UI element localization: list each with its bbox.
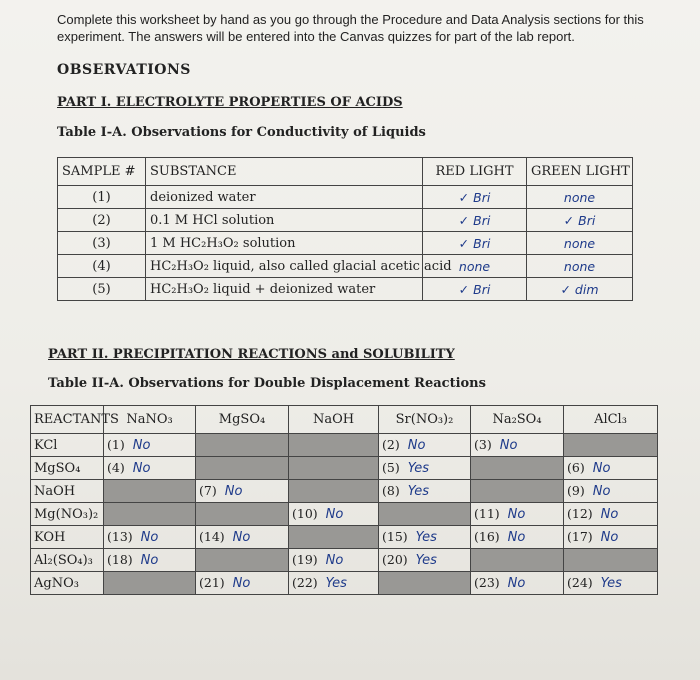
reaction-number: (10) [292, 506, 318, 521]
reaction-number: (3) [474, 437, 492, 452]
sample-number: (3) [58, 232, 146, 255]
reaction-cell [104, 434, 196, 457]
precipitate-answer: Yes [415, 553, 437, 568]
precipitate-answer: No [592, 484, 611, 499]
reaction-cell [289, 549, 379, 572]
row-reactant-label: NaOH [31, 480, 104, 503]
green-light-observation: ✓ Bri [527, 209, 633, 232]
shaded-cell [471, 549, 564, 572]
precipitate-answer: No [232, 576, 251, 591]
row-reactant-label: Al₂(SO₄)₃ [31, 549, 104, 572]
green-light-observation: ✓ dim [527, 278, 633, 301]
reaction-number: (20) [382, 552, 408, 567]
reaction-number: (13) [107, 529, 133, 544]
reaction-number: (17) [567, 529, 593, 544]
precipitate-answer: Yes [407, 461, 430, 476]
precipitate-answer: No [140, 553, 159, 568]
reaction-cell [289, 572, 379, 595]
reaction-number: (18) [107, 552, 133, 567]
shaded-cell [564, 549, 658, 572]
header-green-light: GREEN LIGHT [527, 158, 633, 186]
precipitate-answer: No [325, 553, 344, 568]
sample-number: (5) [58, 278, 146, 301]
reaction-number: (11) [474, 506, 500, 521]
precipitate-answer: No [507, 507, 526, 522]
header-red-light: RED LIGHT [423, 158, 527, 186]
reaction-number: (24) [567, 575, 593, 590]
reaction-number: (12) [567, 506, 593, 521]
part2-heading: PART II. PRECIPITATION REACTIONS and SOLUBILITY [48, 347, 455, 362]
reaction-number: (14) [199, 529, 225, 544]
table-row [58, 232, 633, 255]
sample-number: (1) [58, 186, 146, 209]
row-reactant-label: AgNO₃ [31, 572, 104, 595]
precipitate-answer: No [224, 484, 243, 499]
precipitate-answer: No [507, 530, 526, 545]
precipitation-table [30, 405, 658, 595]
reaction-cell [104, 526, 196, 549]
reaction-cell [379, 549, 471, 572]
reaction-cell [564, 457, 658, 480]
sample-number: (2) [58, 209, 146, 232]
substance-cell: deionized water [146, 186, 423, 209]
red-light-observation: ✓ Bri [423, 209, 527, 232]
substance-cell: 0.1 M HCl solution [146, 209, 423, 232]
precipitate-answer: No [407, 438, 426, 453]
header-reactant-column: Na₂SO₄ [471, 406, 564, 434]
shaded-cell [104, 503, 196, 526]
substance-cell: 1 M HC₂H₃O₂ solution [146, 232, 423, 255]
row-reactant-label: KCl [31, 434, 104, 457]
red-light-observation: none [423, 255, 527, 278]
table-row [58, 255, 633, 278]
precipitate-answer: Yes [407, 484, 430, 499]
precipitate-answer: Yes [325, 576, 347, 591]
reaction-number: (8) [382, 483, 400, 498]
substance-cell: HC₂H₃O₂ liquid, also called glacial acetic acid [146, 255, 423, 278]
shaded-cell [564, 434, 658, 457]
precipitate-answer: No [325, 507, 344, 522]
precipitate-answer: No [499, 438, 518, 453]
reaction-number: (6) [567, 460, 585, 475]
table-row [31, 434, 658, 457]
reaction-cell [104, 457, 196, 480]
shaded-cell [196, 457, 289, 480]
reaction-cell [196, 480, 289, 503]
table-row [58, 278, 633, 301]
header-reactant-column: NaNO₃ [104, 406, 196, 434]
header-reactant-column: MgSO₄ [196, 406, 289, 434]
reaction-number: (16) [474, 529, 500, 544]
precipitate-answer: No [132, 438, 151, 453]
reaction-cell [564, 503, 658, 526]
precipitate-answer: No [592, 461, 611, 476]
header-reactants: REACTANTS [31, 406, 104, 434]
green-light-observation: none [527, 186, 633, 209]
reaction-cell [104, 549, 196, 572]
shaded-cell [289, 526, 379, 549]
reaction-cell [471, 572, 564, 595]
table-row [58, 209, 633, 232]
reaction-number: (19) [292, 552, 318, 567]
part1-heading: PART I. ELECTROLYTE PROPERTIES OF ACIDS [57, 95, 403, 110]
reaction-cell [471, 503, 564, 526]
substance-cell: HC₂H₃O₂ liquid + deionized water [146, 278, 423, 301]
reaction-number: (1) [107, 437, 125, 452]
reaction-cell [196, 572, 289, 595]
table-row [58, 186, 633, 209]
red-light-observation: ✓ Bri [423, 278, 527, 301]
header-reactant-column: Sr(NO₃)₂ [379, 406, 471, 434]
reaction-cell [379, 526, 471, 549]
green-light-observation: none [527, 232, 633, 255]
shaded-cell [471, 457, 564, 480]
shaded-cell [196, 549, 289, 572]
reaction-number: (21) [199, 575, 225, 590]
table-row [31, 572, 658, 595]
precipitate-answer: Yes [415, 530, 437, 545]
reaction-cell [379, 457, 471, 480]
row-reactant-label: Mg(NO₃)₂ [31, 503, 104, 526]
reaction-number: (15) [382, 529, 408, 544]
reaction-cell [379, 434, 471, 457]
reaction-number: (9) [567, 483, 585, 498]
table-row [31, 503, 658, 526]
reaction-cell [564, 526, 658, 549]
shaded-cell [379, 503, 471, 526]
red-light-observation: ✓ Bri [423, 186, 527, 209]
sample-number: (4) [58, 255, 146, 278]
header-substance: SUBSTANCE [146, 158, 423, 186]
table-row [31, 526, 658, 549]
header-reactant-column: AlCl₃ [564, 406, 658, 434]
precipitate-answer: No [600, 530, 619, 545]
reaction-number: (7) [199, 483, 217, 498]
precipitate-answer: No [232, 530, 251, 545]
observations-heading: OBSERVATIONS [57, 62, 191, 78]
table1-caption: Table I-A. Observations for Conductivity of Liquids [57, 125, 426, 140]
reaction-cell [471, 434, 564, 457]
precipitate-answer: No [132, 461, 151, 476]
table-row [31, 480, 658, 503]
reaction-cell [379, 480, 471, 503]
shaded-cell [379, 572, 471, 595]
shaded-cell [104, 572, 196, 595]
shaded-cell [289, 480, 379, 503]
precipitate-answer: No [600, 507, 619, 522]
precipitate-answer: No [140, 530, 159, 545]
conductivity-table [57, 157, 633, 301]
reaction-cell [289, 503, 379, 526]
reaction-number: (5) [382, 460, 400, 475]
row-reactant-label: MgSO₄ [31, 457, 104, 480]
reaction-number: (4) [107, 460, 125, 475]
table2-caption: Table II-A. Observations for Double Displacement Reactions [48, 376, 486, 391]
reaction-cell [564, 480, 658, 503]
reaction-number: (2) [382, 437, 400, 452]
shaded-cell [196, 434, 289, 457]
shaded-cell [471, 480, 564, 503]
red-light-observation: ✓ Bri [423, 232, 527, 255]
shaded-cell [196, 503, 289, 526]
header-reactant-column: NaOH [289, 406, 379, 434]
row-reactant-label: KOH [31, 526, 104, 549]
reaction-cell [564, 572, 658, 595]
shaded-cell [104, 480, 196, 503]
precipitate-answer: No [507, 576, 526, 591]
green-light-observation: none [527, 255, 633, 278]
precipitate-answer: Yes [600, 576, 622, 591]
reaction-cell [196, 526, 289, 549]
table-row [31, 549, 658, 572]
shaded-cell [289, 434, 379, 457]
reaction-number: (23) [474, 575, 500, 590]
instructions-text: Complete this worksheet by hand as you go through the Procedure and Data Analysis sections for this experiment. The answers will be entered into the Canvas quizzes for part of the lab report. [57, 12, 644, 44]
shaded-cell [289, 457, 379, 480]
header-sample: SAMPLE # [58, 158, 146, 186]
reaction-number: (22) [292, 575, 318, 590]
table-row [31, 457, 658, 480]
reaction-cell [471, 526, 564, 549]
